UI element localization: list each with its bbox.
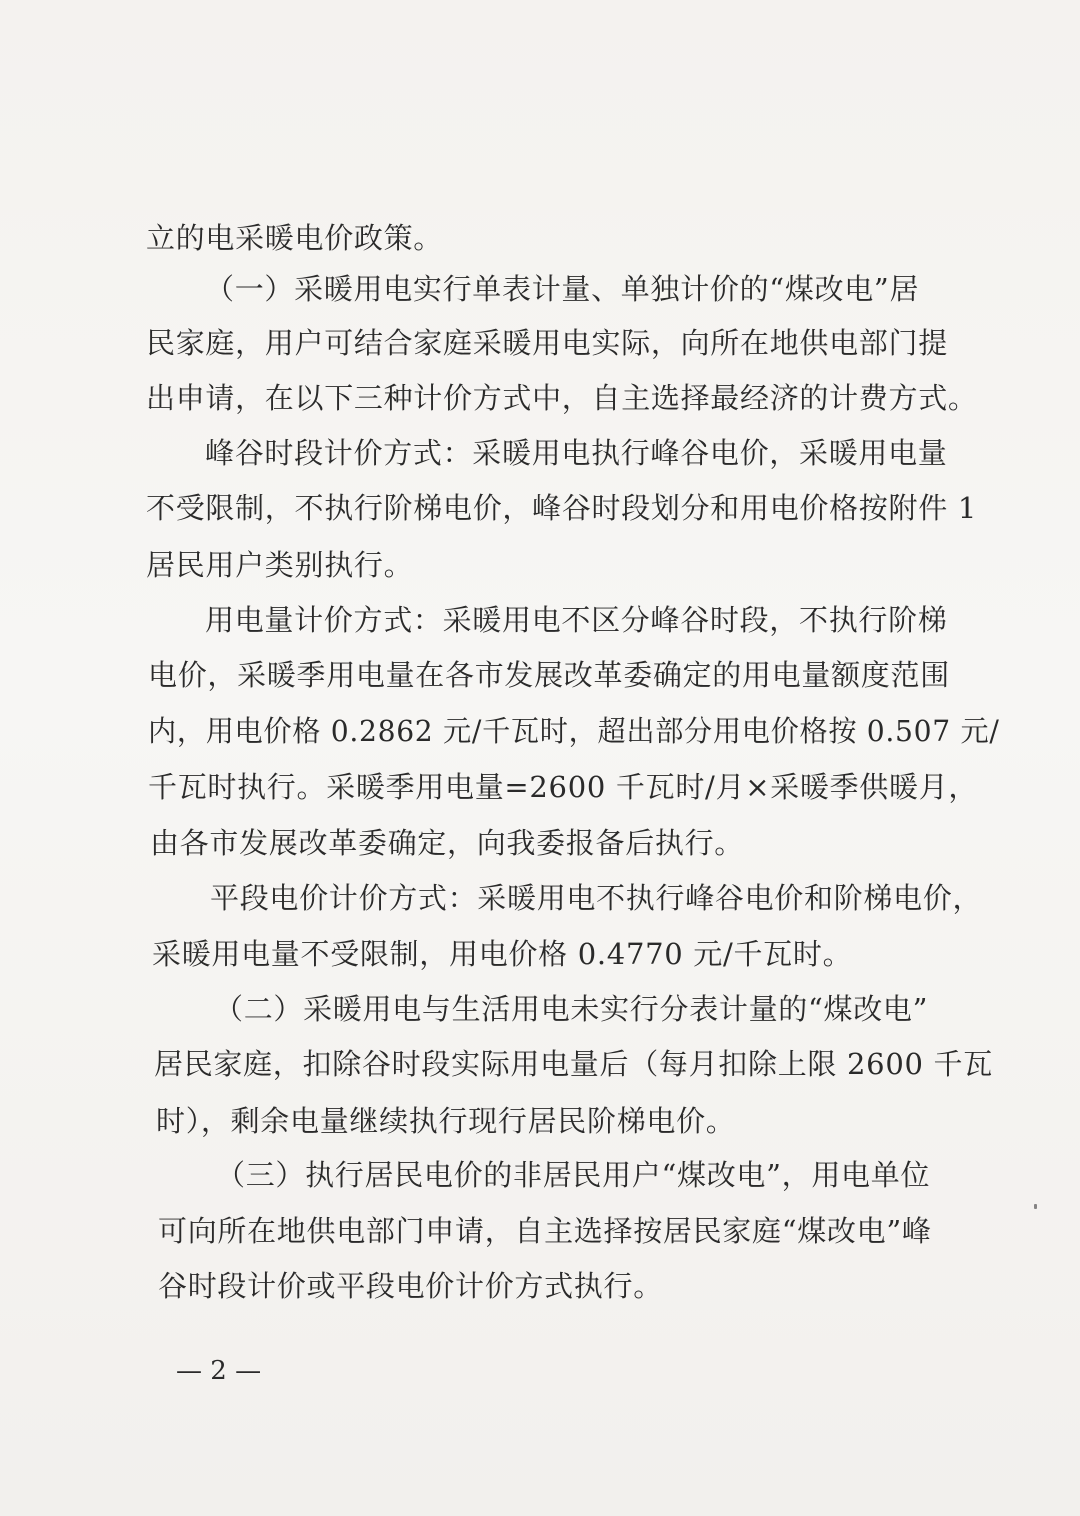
text-line: 平段电价计价方式：采暖用电不执行峰谷电价和阶梯电价，: [210, 881, 983, 915]
text-line: 采暖用电量不受限制，用电价格 0.4770 元/千瓦时。: [152, 937, 853, 971]
page-number: — 2 —: [176, 1356, 262, 1386]
text-line: 千瓦时执行。采暖季用电量=2600 千瓦时/月×采暖季供暖月，: [148, 770, 979, 804]
text-line: 由各市发展改革委确定，向我委报备后执行。: [150, 826, 745, 860]
text-line: 立的电采暖电价政策。: [146, 221, 444, 255]
text-line: 出申请，在以下三种计价方式中，自主选择最经济的计费方式。: [146, 381, 978, 415]
text-line: 时），剩余电量继续执行现行居民阶梯电价。: [156, 1104, 736, 1138]
text-line: 谷时段计价或平段电价计价方式执行。: [158, 1269, 663, 1303]
text-line: 内，用电价格 0.2862 元/千瓦时，超出部分用电价格按 0.507 元/: [148, 714, 1000, 748]
text-line: 居民用户类别执行。: [146, 548, 414, 582]
text-line: 可向所在地供电部门申请，自主选择按居民家庭“煤改电”峰: [158, 1214, 932, 1248]
text-line: 峰谷时段计价方式：采暖用电执行峰谷电价，采暖用电量: [205, 436, 948, 470]
text-line: （一）采暖用电实行单表计量、单独计价的“煤改电”居: [205, 272, 920, 306]
text-line: 不受限制，不执行阶梯电价，峰谷时段划分和用电价格按附件 1: [146, 491, 977, 525]
text-line: 民家庭，用户可结合家庭采暖用电实际，向所在地供电部门提: [146, 326, 948, 360]
text-line: 电价，采暖季用电量在各市发展改革委确定的用电量额度范围: [148, 658, 950, 692]
scan-speck: [1034, 1204, 1037, 1209]
text-line: 居民家庭，扣除谷时段实际用电量后（每月扣除上限 2600 千瓦: [154, 1047, 993, 1081]
text-line: （三）执行居民电价的非居民用户“煤改电”，用电单位: [216, 1158, 931, 1192]
text-line: （二）采暖用电与生活用电未实行分表计量的“煤改电”: [214, 992, 929, 1026]
text-line: 用电量计价方式：采暖用电不区分峰谷时段，不执行阶梯: [205, 603, 948, 637]
